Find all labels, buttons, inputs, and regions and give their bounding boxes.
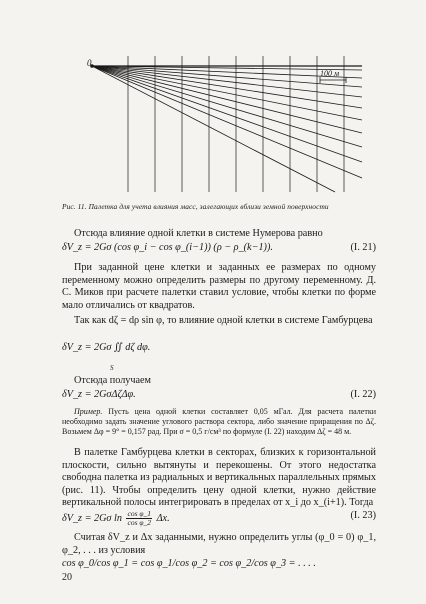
example-text: Пусть цена одной клетки составляет 0,05 мГал. Для расчета палетки необходимо задать значение углового раствора сектора, либо значение приращения по Δζ. Возьмем Δφ = 9° = 0,157 рад. При σ = 0,5 г/см³ по формуле (I. 22) находим Δζ = 48 м. [62, 407, 376, 436]
figure-caption: Рис. 11. Палетка для учета влияния масс, залегающих вблизи земной поверхности [62, 202, 329, 211]
fraction-numerator: cos φ_1 [127, 509, 152, 518]
equation-I23-body [62, 510, 170, 527]
equation-I22 [62, 389, 376, 403]
radial-line [92, 66, 362, 178]
palette-figure [80, 50, 370, 198]
equation-I23-number: (I. 23) [350, 510, 376, 521]
equation-I23 [62, 510, 376, 528]
paragraph-2: При заданной цене клетки и заданных ее размерах по одному переменному можно определить размеры по другому переменному. Д. С. Миков при расчете палетки ставил условие, чтобы клетки по форме мало отличались от квадратов. [62, 262, 376, 311]
paragraph-5: В палетке Гамбурцева клетки в секторах, близких к горизонтальной плоскости, сильно вытянуты и перекошены. От этого недостатка свободна палетка из радиальных и вертикальных параллельных прямых (рис. 11). Чтобы определить цену одной клетки, нужно действие вертикальной полосы интегрировать в пределах от x_i до x_(i+1). Тогда [62, 447, 376, 509]
origin-label: 0 [87, 58, 92, 68]
example-lead: Пример. [74, 407, 103, 416]
equation-I23-left: δV_z = 2Gσ ln [62, 512, 125, 524]
fraction-denominator: cos φ_2 [127, 518, 152, 527]
paragraph-3: Так как dζ = dρ sin φ, то влияние одной клетки в системе Гамбурцева [74, 315, 373, 326]
equation-angles: cos φ_0/cos φ_1 = cos φ_1/cos φ_2 = cos φ_2/cos φ_3 = . . . . [62, 558, 316, 569]
paragraph-1: Отсюда влияние одной клетки в системе Нумерова равно [74, 228, 323, 239]
equation-I21-number: (I. 21) [350, 242, 376, 253]
equation-I21-body: δV_z = 2Gσ (cos φ_i − cos φ_(i−1)) (ρ − ρ_(k−1)). [62, 242, 273, 253]
example-paragraph [62, 407, 376, 437]
equation-I22-body: δV_z = 2GσΔζΔφ. [62, 389, 136, 400]
equation-I22-number: (I. 22) [350, 389, 376, 400]
radial-line [92, 66, 362, 147]
log-fraction [126, 510, 152, 527]
scale-label: 100 м [320, 69, 340, 78]
equation-gamburtsev [62, 342, 376, 370]
radial-line [92, 66, 362, 162]
paragraph-4: Отсюда получаем [74, 375, 152, 386]
paragraph-6: Считая δV_z и Δx заданными, нужно определить углы (φ_0 = 0) φ_1, φ_2, . . . из условия [62, 532, 376, 556]
equation-I23-right: Δx. [154, 512, 170, 524]
equation-I21 [62, 242, 376, 256]
page-number: 20 [62, 572, 72, 583]
integration-domain-label: S [110, 364, 114, 372]
equation-gamburtsev-body: δV_z = 2Gσ ∬ dζ dφ. [62, 342, 151, 353]
